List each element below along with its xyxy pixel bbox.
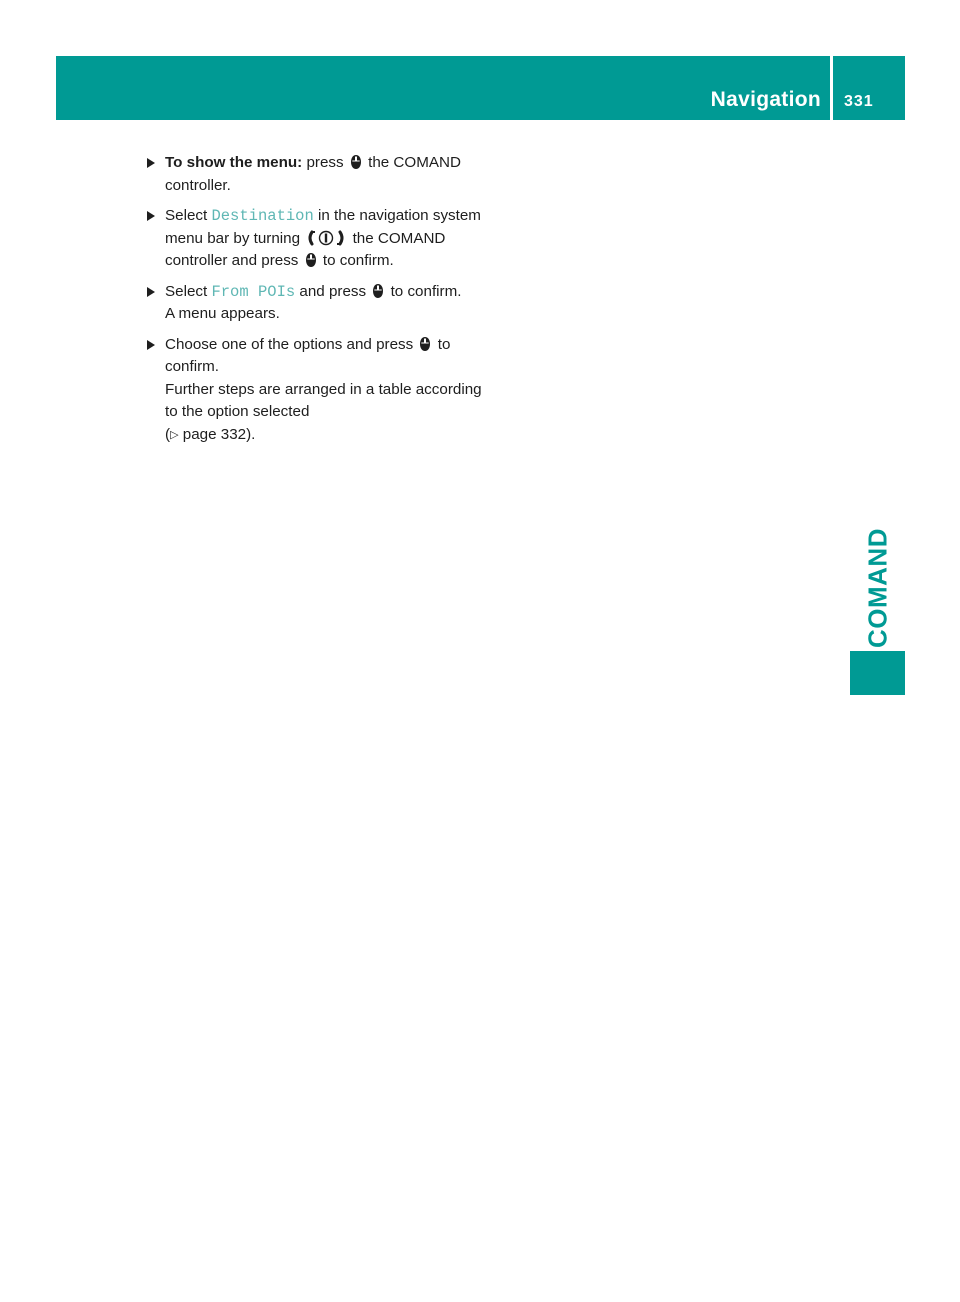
step-note: Further steps are arranged in a table according to the option selected — [165, 380, 482, 420]
step-text: to confirm. — [165, 335, 451, 375]
step-text: in the navigation system menu bar by turning — [165, 207, 481, 247]
page-number: 331 — [844, 93, 874, 110]
step-text: the COMAND controller. — [165, 154, 461, 194]
step-text: Select — [165, 282, 208, 300]
page-header — [56, 56, 905, 120]
page-reference[interactable] — [165, 426, 255, 443]
step-show-menu — [147, 152, 492, 197]
side-tab-label: COMAND — [862, 528, 893, 648]
step-bullet-icon — [147, 287, 155, 297]
step-bullet-icon — [147, 211, 155, 221]
step-text: Choose one of the options and press — [165, 335, 414, 353]
step-choose-option — [147, 334, 492, 447]
section-title: Navigation — [710, 88, 821, 111]
side-tab-marker — [850, 651, 905, 695]
step-text: Select — [165, 207, 208, 224]
step-bullet-icon — [147, 340, 155, 350]
step-select-destination — [147, 205, 492, 273]
step-bullet-icon — [147, 158, 155, 168]
step-lead: To show the menu: — [165, 154, 303, 171]
page-pointer-icon: ▷ — [170, 428, 179, 441]
step-text: press — [306, 154, 344, 171]
step-result: A menu appears. — [165, 305, 280, 322]
step-text: and press — [299, 282, 367, 300]
reference-paren: ( — [165, 425, 171, 443]
header-divider — [830, 56, 833, 120]
reference-text: page 332). — [182, 425, 256, 443]
press-controller-icon — [419, 336, 431, 352]
menu-item-from-pois: From POIs — [211, 282, 296, 301]
press-controller-icon — [350, 154, 362, 170]
step-text: the COMAND controller and press — [165, 229, 446, 269]
press-controller-icon — [372, 283, 384, 299]
menu-item-destination: Destination — [211, 207, 314, 225]
step-text: to confirm. — [322, 252, 394, 269]
step-text: to confirm. — [390, 282, 462, 300]
instructions — [147, 152, 492, 454]
turn-controller-icon — [306, 230, 346, 246]
press-controller-icon — [305, 252, 317, 268]
step-select-from-pois — [147, 281, 492, 326]
